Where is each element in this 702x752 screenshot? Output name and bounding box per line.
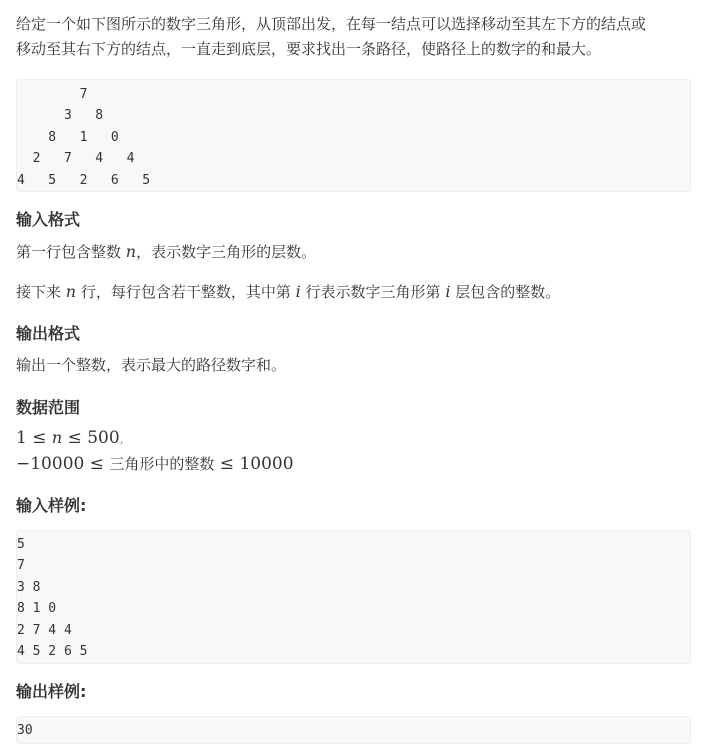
code-line: 2 7 4 4 xyxy=(17,622,72,638)
text-segment: ，表示数字三角形的层数。 xyxy=(136,243,317,261)
math-text: −10000 ≤ xyxy=(16,454,110,474)
problem-description xyxy=(16,12,692,62)
range-line-1 xyxy=(16,425,124,452)
output-format-heading: 输出格式 xyxy=(16,324,81,343)
sample-output-heading: 输出样例: xyxy=(16,682,87,701)
code-line: 7 xyxy=(17,558,25,574)
comma: , xyxy=(119,432,124,446)
triangle-code-block xyxy=(16,79,691,192)
code-line: 30 xyxy=(17,723,33,738)
sample-input-heading: 输入样例: xyxy=(16,496,87,515)
input-format-line-2 xyxy=(16,280,560,304)
sample-output-code-block xyxy=(16,716,691,744)
triangle-row: 7 xyxy=(17,87,88,102)
code-line: 3 8 xyxy=(17,579,41,595)
math-text: 1 ≤ xyxy=(16,428,52,448)
input-format-line-1 xyxy=(16,240,316,264)
data-range-heading: 数据范围 xyxy=(16,398,81,417)
math-var: n xyxy=(125,242,137,261)
description-line-2: 移动至其右下方的结点，一直走到底层，要求找出一条路径，使路径上的数字的和最大。 xyxy=(16,40,602,58)
sample-input-code-block xyxy=(16,530,691,664)
math-var: n xyxy=(51,428,63,447)
math-var: i xyxy=(445,282,451,301)
triangle-row: 8 1 0 xyxy=(17,129,119,145)
math-text: ≤ 10000 xyxy=(214,454,294,474)
triangle-row: 2 7 4 4 xyxy=(17,151,135,167)
text-segment: 行表示数字三角形第 xyxy=(300,283,446,301)
range-line-2 xyxy=(16,451,294,477)
text-segment: 第一行包含整数 xyxy=(16,243,126,261)
code-line: 5 xyxy=(17,537,25,552)
math-text: ≤ 500 xyxy=(62,428,120,448)
output-format-line-1: 输出一个整数，表示最大的路径数字和。 xyxy=(16,356,287,374)
triangle-row: 3 8 xyxy=(17,108,104,124)
math-var: i xyxy=(295,282,301,301)
range-text-cn: 三角形中的整数 xyxy=(109,455,215,473)
description-line-1: 给定一个如下图所示的数字三角形，从顶部出发，在每一结点可以选择移动至其左下方的结点或 xyxy=(16,15,647,33)
text-segment: 行，每行包含若干整数，其中第 xyxy=(76,283,296,301)
code-line: 8 1 0 xyxy=(17,601,57,617)
text-segment: 层包含的整数。 xyxy=(450,283,561,301)
code-line: 4 5 2 6 5 xyxy=(17,643,88,659)
text-segment: 接下来 xyxy=(16,283,66,301)
triangle-row: 4 5 2 6 5 xyxy=(17,172,151,188)
math-var: n xyxy=(65,282,77,301)
input-format-heading: 输入格式 xyxy=(16,210,81,229)
